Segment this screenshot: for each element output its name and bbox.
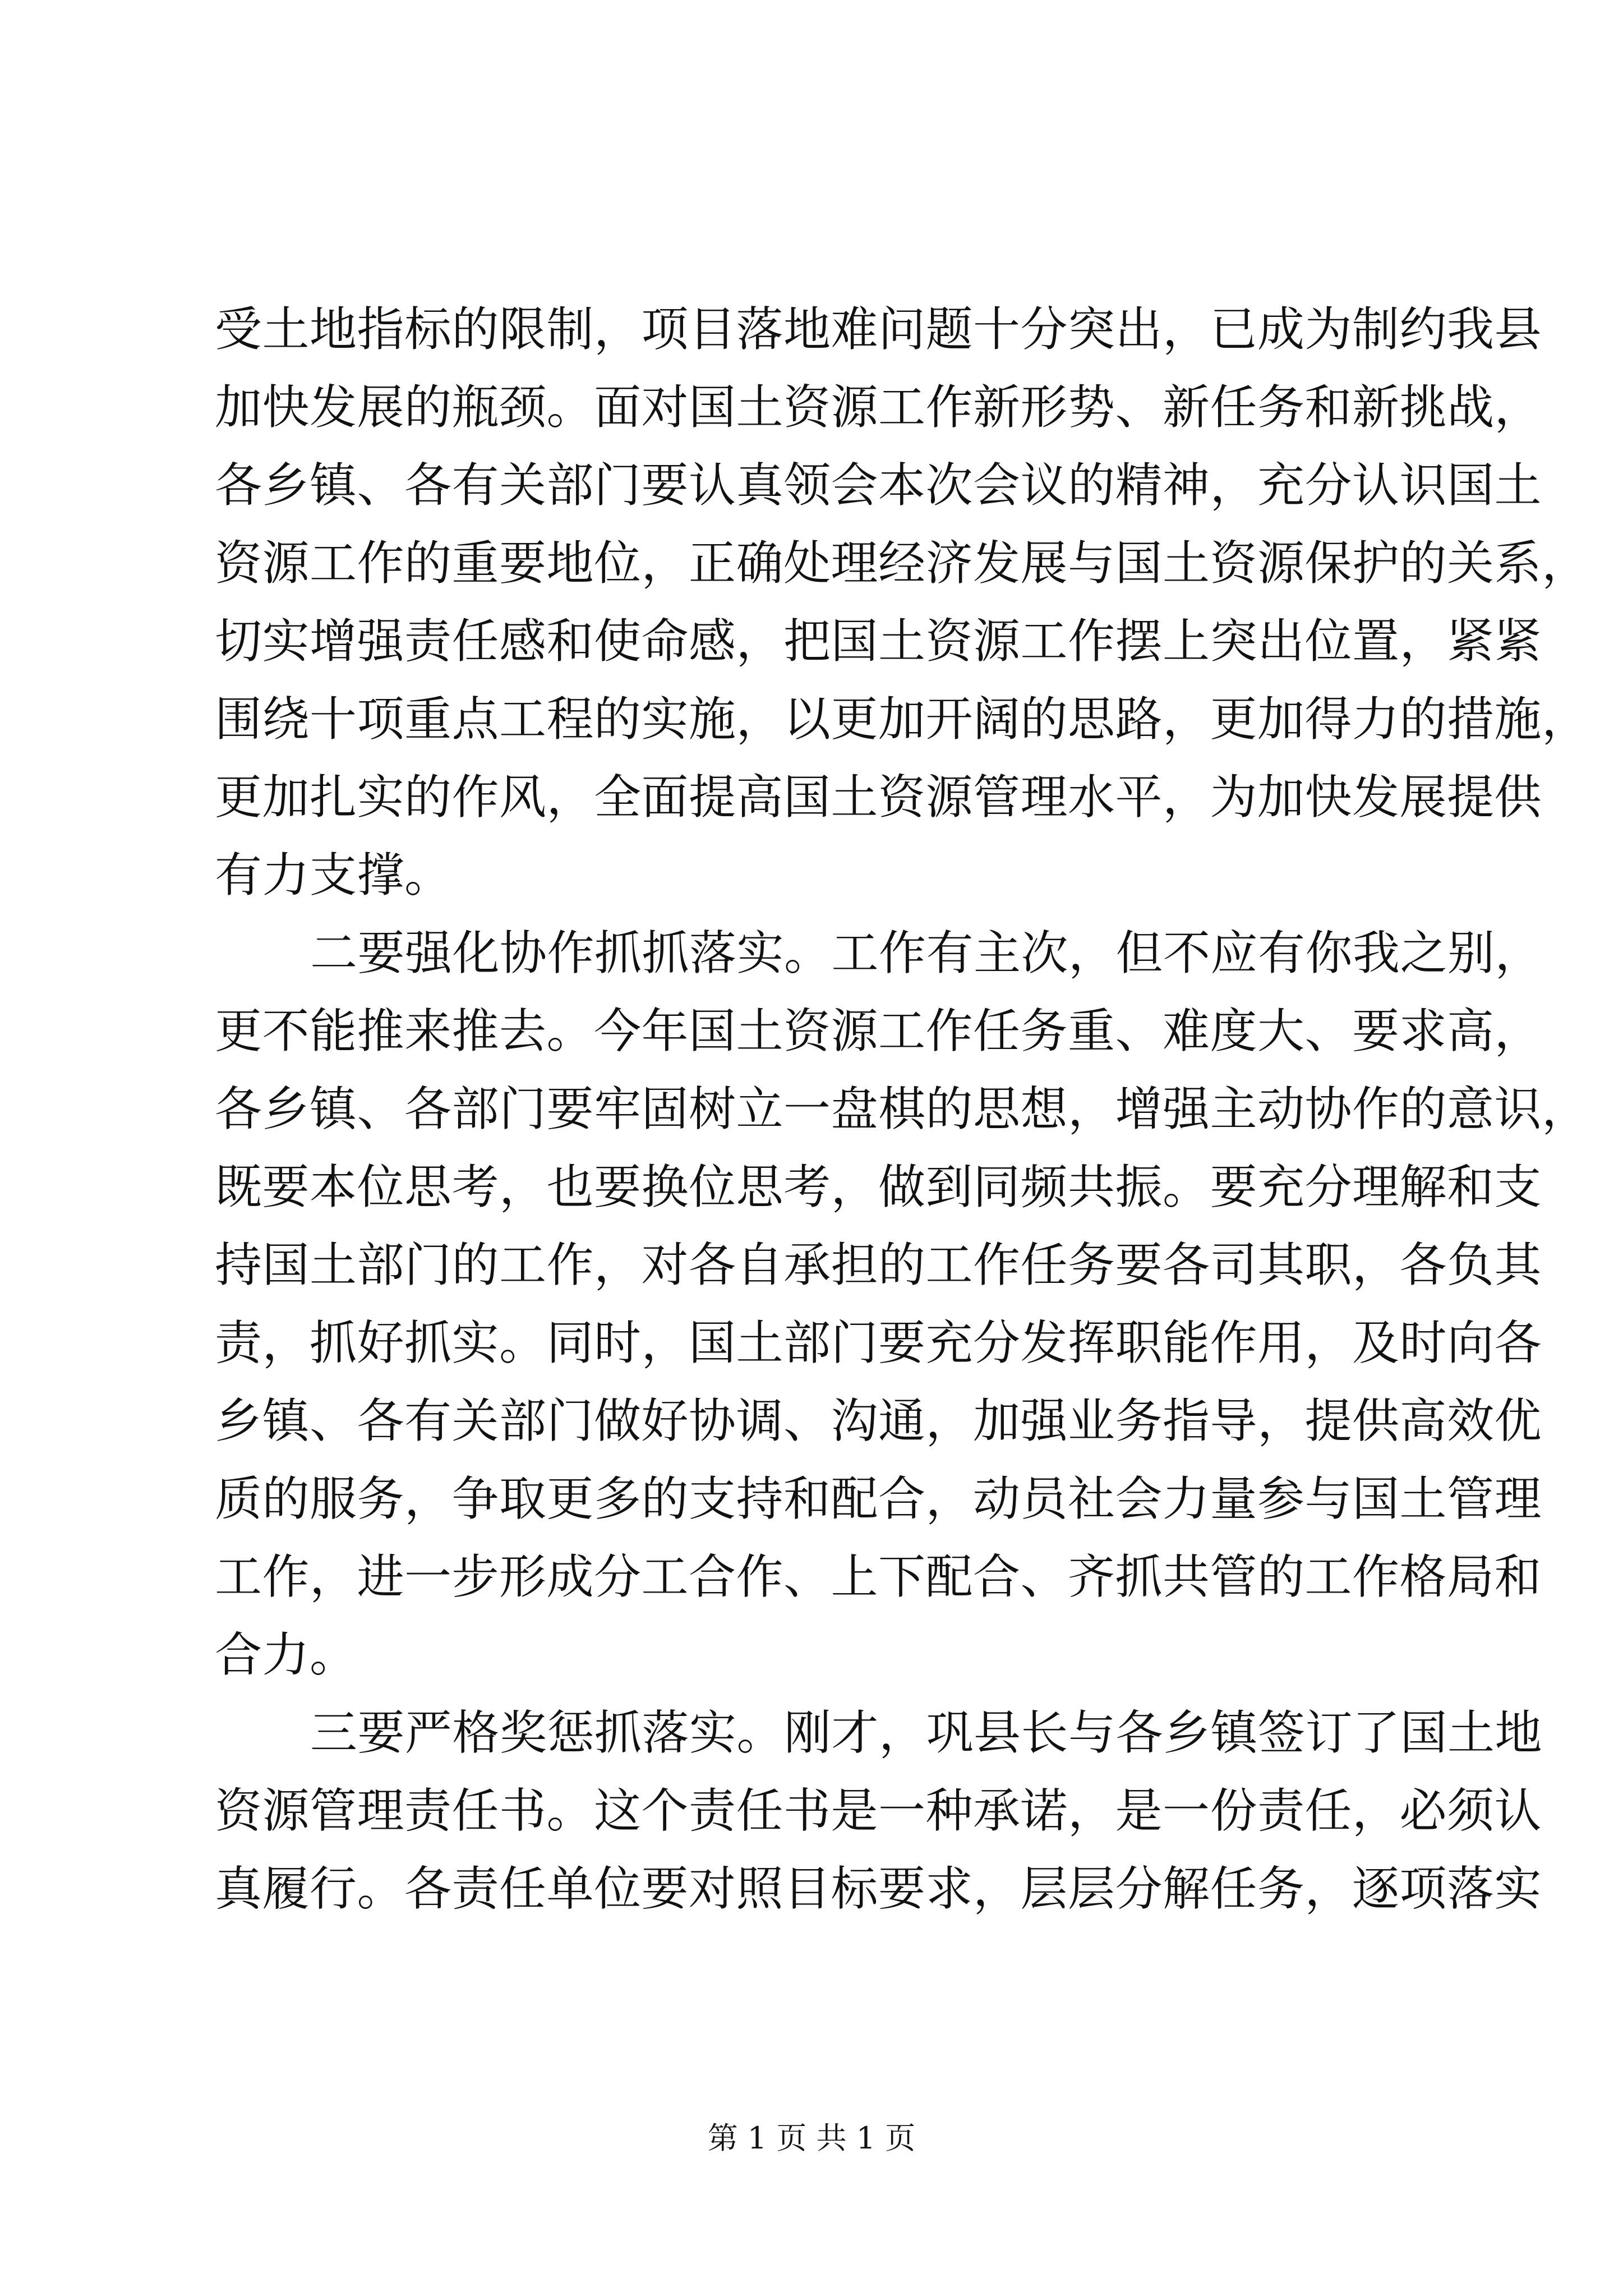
paragraph-start-line: 三要严格奖惩抓落实。刚才，巩县长与各乡镇签订了国土地 [310, 1705, 1543, 1760]
text-line: 合力。 [215, 1627, 357, 1682]
text-line: 真履行。各责任单位要对照目标要求，层层分解任务，逐项落实 [215, 1861, 1542, 1916]
text-line: 受土地指标的限制，项目落地难问题十分突出，已成为制约我县 [215, 302, 1542, 357]
paragraph-start-line: 二要强化协作抓抓落实。工作有主次，但不应有你我之别， [310, 926, 1543, 981]
text-line: 更不能推来推去。今年国土资源工作任务重、难度大、要求高， [215, 1004, 1542, 1059]
text-line: 有力支撑。 [215, 848, 452, 903]
text-line: 加快发展的瓶颈。面对国土资源工作新形势、新任务和新挑战， [215, 380, 1542, 435]
text-line: 各乡镇、各有关部门要认真领会本次会议的精神，充分认识国土 [215, 458, 1542, 513]
text-line: 质的服务，争取更多的支持和配合，动员社会力量参与国土管理 [215, 1471, 1542, 1526]
text-line: 乡镇、各有关部门做好协调、沟通，加强业务指导，提供高效优 [215, 1393, 1542, 1448]
text-line: 既要本位思考，也要换位思考，做到同频共振。要充分理解和支 [215, 1159, 1542, 1214]
text-line: 资源工作的重要地位，正确处理经济发展与国土资源保护的关系， [215, 536, 1589, 591]
page-number-footer: 第 1 页 共 1 页 [707, 2120, 916, 2156]
document-body [215, 291, 1589, 1928]
text-line: 更加扎实的作风，全面提高国土资源管理水平，为加快发展提供 [215, 770, 1542, 825]
text-line: 资源管理责任书。这个责任书是一种承诺，是一份责任，必须认 [215, 1783, 1542, 1838]
text-line: 责，抓好抓实。同时，国土部门要充分发挥职能作用，及时向各 [215, 1315, 1542, 1370]
text-line: 切实增强责任感和使命感，把国土资源工作摆上突出位置，紧紧 [215, 614, 1542, 669]
text-line: 工作，进一步形成分工合作、上下配合、齐抓共管的工作格局和 [215, 1549, 1542, 1604]
text-line: 各乡镇、各部门要牢固树立一盘棋的思想，增强主动协作的意识， [215, 1082, 1589, 1137]
text-line: 围绕十项重点工程的实施，以更加开阔的思路，更加得力的措施， [215, 692, 1589, 747]
text-line: 持国土部门的工作，对各自承担的工作任务要各司其职，各负其 [215, 1237, 1542, 1292]
